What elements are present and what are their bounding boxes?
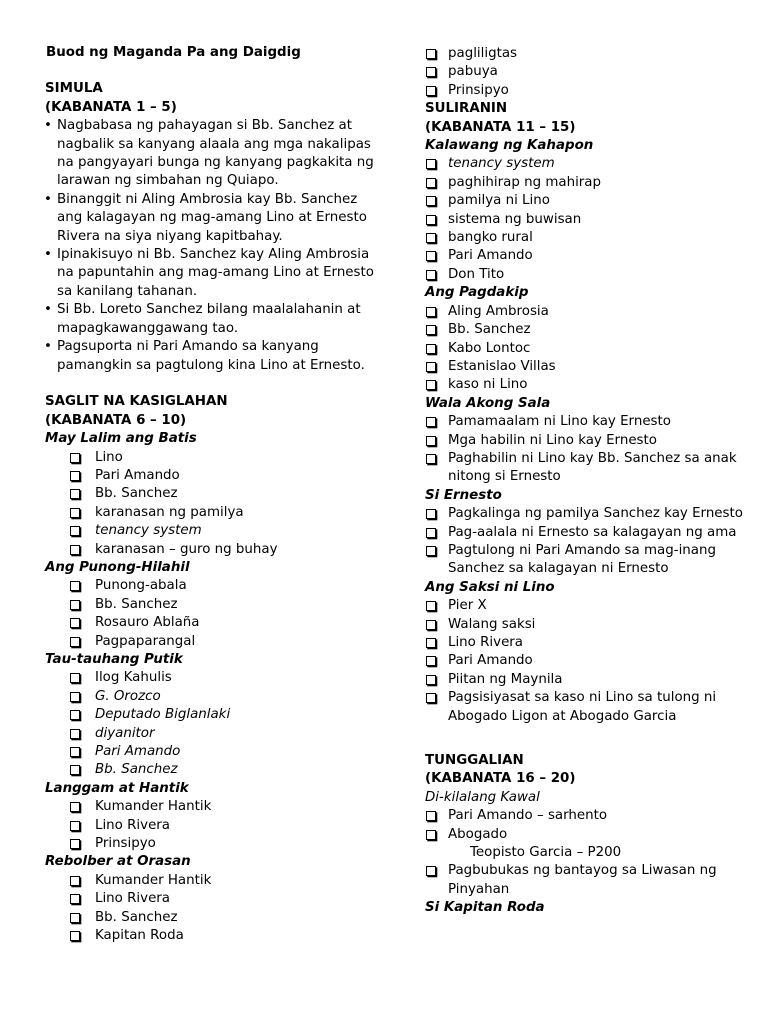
checkbox-icon — [426, 620, 436, 630]
checkbox-icon — [426, 215, 436, 225]
list-item: G. Orozco — [33, 688, 385, 706]
checklist — [425, 807, 745, 844]
section-range-tunggalian: (KABANATA 16 – 20) — [425, 771, 576, 787]
list-item: Pagpaparangal — [33, 633, 385, 651]
list-item: Bb. Sanchez — [33, 485, 385, 503]
list-item: Kumander Hantik — [33, 798, 385, 816]
list-item: Aling Ambrosia — [425, 303, 745, 321]
list-item: pamilya ni Lino — [425, 192, 745, 210]
checkbox-icon — [70, 802, 80, 812]
list-item: Estanislao Villas — [425, 358, 745, 376]
checkbox-icon — [426, 546, 436, 556]
list-item: Pag-aalala ni Ernesto sa kalagayan ng ama — [425, 524, 745, 542]
chapter-title: Tau-tauhang Putik — [45, 651, 183, 667]
checkbox-icon — [426, 86, 436, 96]
list-item: diyanitor — [33, 725, 385, 743]
list-item: tenancy system — [33, 522, 385, 540]
checkbox-icon — [426, 307, 436, 317]
list-item: Paghabilin ni Lino kay Bb. Sanchez sa anak nitong si Ernesto — [425, 450, 745, 487]
checkbox-icon — [70, 931, 80, 941]
list-item: Bb. Sanchez — [425, 321, 745, 339]
checklist — [33, 669, 385, 779]
checkbox-icon — [426, 325, 436, 335]
checklist — [425, 597, 745, 726]
list-item: tenancy system — [425, 155, 745, 173]
list-item: Lino Rivera — [33, 817, 385, 835]
checklist — [425, 413, 745, 487]
chapter-title: Ang Punong-Hilahil — [45, 559, 190, 575]
checklist-carryover — [425, 45, 745, 100]
list-item: Don Tito — [425, 266, 745, 284]
checklist — [425, 303, 745, 395]
chapter-title: Si Kapitan Roda — [425, 900, 545, 916]
list-item: Lino — [33, 449, 385, 467]
section-range-saglit: (KABANATA 6 – 10) — [45, 412, 187, 428]
checkbox-icon — [426, 656, 436, 666]
list-item: Kapitan Roda — [33, 927, 385, 945]
checkbox-icon — [70, 710, 80, 720]
list-item: Bb. Sanchez — [33, 761, 385, 779]
list-item: Piitan ng Maynila — [425, 671, 745, 689]
checkbox-icon — [426, 362, 436, 372]
bullet-item: • Si Bb. Loreto Sanchez bilang maalalahanin at mapagkawanggawang tao. — [33, 301, 385, 338]
checkbox-icon — [426, 454, 436, 464]
section-heading-simula: SIMULA — [45, 81, 103, 97]
list-item: Pari Amando – sarhento — [425, 807, 745, 825]
list-item: sistema ng buwisan — [425, 211, 745, 229]
simula-bullet-list — [33, 117, 385, 375]
checkbox-icon — [426, 178, 436, 188]
chapter-title: Si Ernesto — [425, 487, 502, 503]
list-item: Pari Amando — [425, 247, 745, 265]
checklist — [425, 505, 745, 579]
checkbox-icon — [70, 839, 80, 849]
checkbox-icon — [426, 675, 436, 685]
checklist — [33, 577, 385, 651]
chapter-title: Rebolber at Orasan — [45, 854, 191, 870]
list-item: Mga habilin ni Lino kay Ernesto — [425, 432, 745, 450]
list-item: Bb. Sanchez — [33, 909, 385, 927]
bullet-item: • Ipinakisuyo ni Bb. Sanchez kay Aling Ambrosia na papuntahin ang mag-amang Lino at Ernesto sa kanilang tahanan. — [33, 246, 385, 301]
checkbox-icon — [426, 601, 436, 611]
chapter-title: Kalawang ng Kahapon — [425, 138, 594, 154]
checkbox-icon — [426, 159, 436, 169]
checkbox-icon — [426, 436, 436, 446]
checkbox-icon — [70, 489, 80, 499]
checkbox-icon — [426, 509, 436, 519]
checkbox-icon — [426, 196, 436, 206]
chapter-title: May Lalim ang Batis — [45, 431, 197, 447]
checkbox-icon — [70, 618, 80, 628]
checkbox-icon — [70, 526, 80, 536]
checkbox-icon — [70, 508, 80, 518]
list-item: Lino Rivera — [33, 890, 385, 908]
checklist — [33, 798, 385, 853]
checkbox-icon — [426, 49, 436, 59]
checklist — [33, 872, 385, 946]
checkbox-icon — [426, 417, 436, 427]
chapter-title: Ang Pagdakip — [425, 285, 529, 301]
checkbox-icon — [426, 811, 436, 821]
chapter-title: Langgam at Hantik — [45, 780, 189, 796]
list-item: Deputado Biglanlaki — [33, 706, 385, 724]
list-item: Walang saksi — [425, 616, 745, 634]
section-range-simula: (KABANATA 1 – 5) — [45, 99, 177, 115]
list-item: Pagsisiyasat sa kaso ni Lino sa tulong ni Abogado Ligon at Abogado Garcia — [425, 689, 745, 726]
bullet-item: • Pagsuporta ni Pari Amando sa kanyang pamangkin sa pagtulong kina Lino at Ernesto. — [33, 338, 385, 375]
chapter-title: Di-kilalang Kawal — [425, 789, 540, 805]
section-heading-suliranin: SULIRANIN — [425, 101, 508, 117]
checkbox-icon — [70, 765, 80, 775]
list-item: Pari Amando — [33, 743, 385, 761]
checkbox-icon — [426, 866, 436, 876]
section-heading-tunggalian: TUNGGALIAN — [425, 753, 524, 769]
checkbox-icon — [70, 821, 80, 831]
chapter-title: Ang Saksi ni Lino — [425, 579, 555, 595]
list-item: Kabo Lontoc — [425, 340, 745, 358]
list-item: Pagkalinga ng pamilya Sanchez kay Ernesto — [425, 505, 745, 523]
list-item: Pagtulong ni Pari Amando sa mag-inang Sanchez sa kalagayan ni Ernesto — [425, 542, 745, 579]
checkbox-icon — [70, 471, 80, 481]
list-item: bangko rural — [425, 229, 745, 247]
list-item: Prinsipyo — [33, 835, 385, 853]
list-item: Lino Rivera — [425, 634, 745, 652]
section-range-suliranin: (KABANATA 11 – 15) — [425, 119, 576, 135]
checkbox-icon — [426, 233, 436, 243]
sub-note: Teopisto Garcia – P200 — [470, 845, 622, 861]
list-item: Kumander Hantik — [33, 872, 385, 890]
list-item: pabuya — [425, 63, 745, 81]
list-item: Pamamaalam ni Lino kay Ernesto — [425, 413, 745, 431]
checkbox-icon — [426, 528, 436, 538]
checkbox-icon — [70, 692, 80, 702]
left-column — [33, 44, 385, 945]
checkbox-icon — [426, 830, 436, 840]
checkbox-icon — [426, 693, 436, 703]
list-item: Pari Amando — [33, 467, 385, 485]
list-item: Pier X — [425, 597, 745, 615]
list-item: Prinsipyo — [425, 82, 745, 100]
list-item: karanasan ng pamilya — [33, 504, 385, 522]
checkbox-icon — [70, 747, 80, 757]
checkbox-icon — [426, 67, 436, 77]
checkbox-icon — [426, 270, 436, 280]
bullet-item: • Nagbabasa ng pahayagan si Bb. Sanchez at nagbalik sa kanyang alaala ang mga nakalipas na pangyayari bunga ng kanyang pagkakita ng larawan ng simbahan ng Quiapo. — [33, 117, 385, 191]
list-item: karanasan – guro ng buhay — [33, 541, 385, 559]
checkbox-icon — [70, 581, 80, 591]
list-item: pagliligtas — [425, 45, 745, 63]
checkbox-icon — [70, 876, 80, 886]
list-item: Ilog Kahulis — [33, 669, 385, 687]
checklist — [425, 862, 745, 899]
checkbox-icon — [70, 673, 80, 683]
checklist — [425, 155, 745, 284]
bullet-item: • Binanggit ni Aling Ambrosia kay Bb. Sanchez ang kalagayan ng mag-amang Lino at Ernesto Rivera na siya niyang kapitbahay. — [33, 191, 385, 246]
checkbox-icon — [426, 638, 436, 648]
list-item: Rosauro Ablaña — [33, 614, 385, 632]
checklist — [33, 449, 385, 559]
document-title: Buod ng Maganda Pa ang Daigdig — [46, 45, 301, 60]
chapter-title: Wala Akong Sala — [425, 395, 551, 411]
list-item: kaso ni Lino — [425, 376, 745, 394]
checkbox-icon — [70, 545, 80, 555]
right-column — [425, 45, 745, 918]
checkbox-icon — [426, 344, 436, 354]
checkbox-icon — [70, 913, 80, 923]
checkbox-icon — [70, 600, 80, 610]
checkbox-icon — [426, 251, 436, 261]
list-item: Bb. Sanchez — [33, 596, 385, 614]
list-item: Punong-abala — [33, 577, 385, 595]
list-item: paghihirap ng mahirap — [425, 174, 745, 192]
checkbox-icon — [426, 380, 436, 390]
checkbox-icon — [70, 729, 80, 739]
list-item: Pari Amando — [425, 652, 745, 670]
checkbox-icon — [70, 637, 80, 647]
section-heading-saglit: SAGLIT NA KASIGLAHAN — [45, 394, 228, 410]
list-item: Pagbubukas ng bantayog sa Liwasan ng Pinyahan — [425, 862, 745, 899]
checkbox-icon — [70, 453, 80, 463]
list-item: Abogado — [425, 826, 745, 844]
checkbox-icon — [70, 894, 80, 904]
